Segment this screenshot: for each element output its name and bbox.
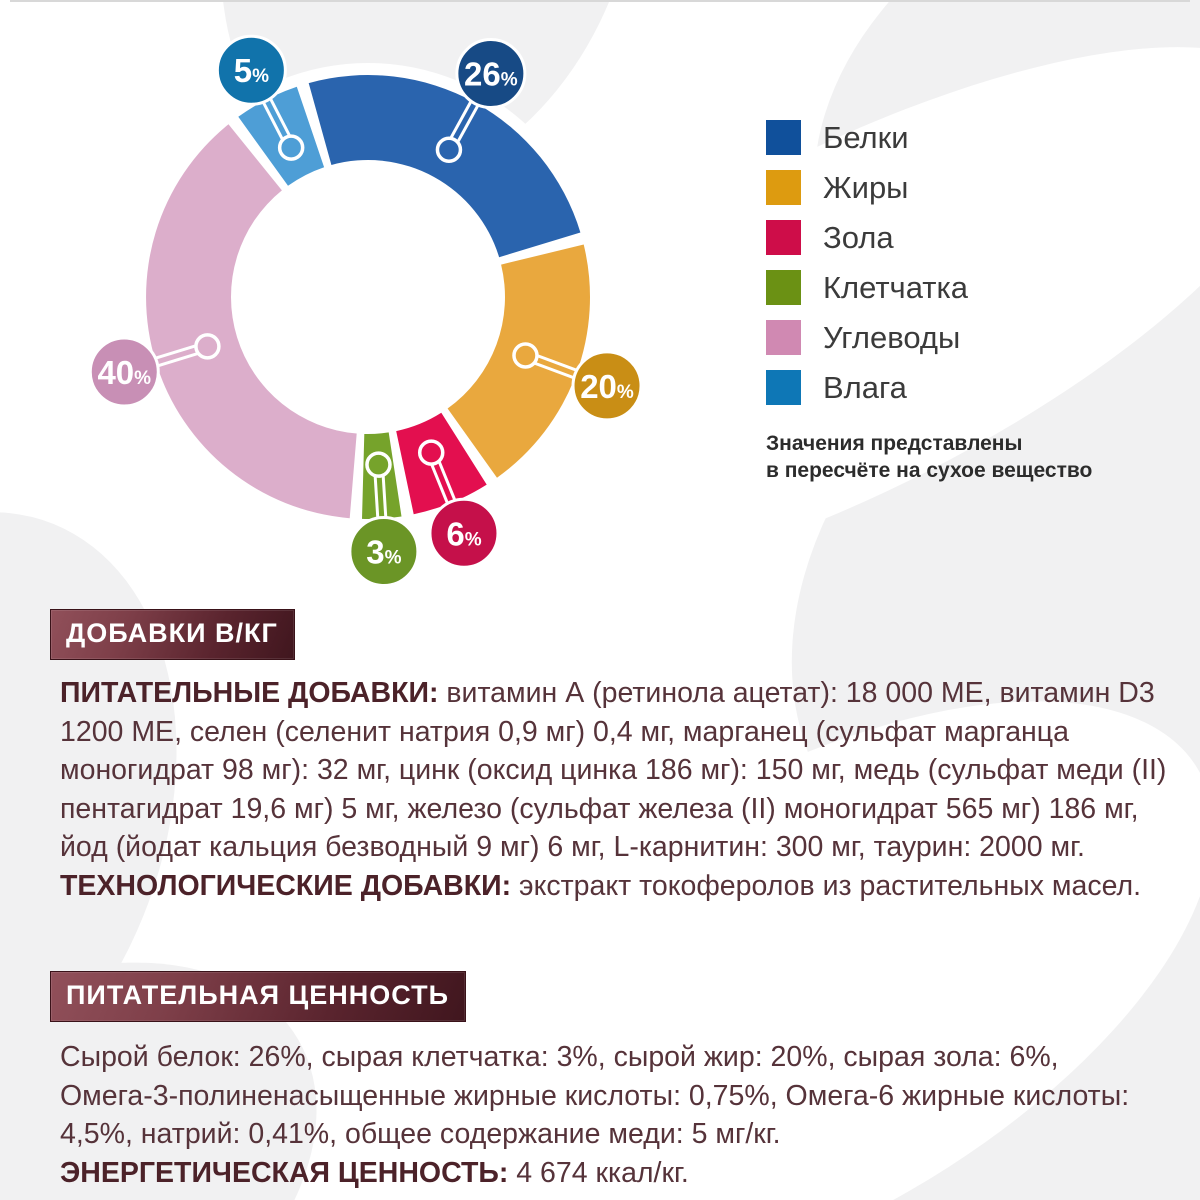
chart-legend	[766, 120, 968, 420]
callout-value-label: 20%	[580, 367, 634, 405]
legend-swatch	[766, 120, 801, 155]
section-header-nutritional-value: ПИТАТЕЛЬНАЯ ЦЕННОСТЬ	[50, 971, 466, 1022]
chart-note-line: Значения представлены	[766, 432, 1023, 455]
callout-anchor-dot	[196, 335, 219, 358]
callout-value-label: 5%	[233, 52, 269, 90]
legend-swatch	[766, 220, 801, 255]
nutritional-additives-paragraph	[60, 674, 1170, 867]
section-header-additives: ДОБАВКИ В/КГ	[50, 609, 295, 660]
donut-hole	[232, 161, 504, 433]
legend-label: Клетчатка	[823, 269, 968, 305]
energy-paragraph	[60, 1154, 1170, 1193]
legend-item-2	[766, 170, 968, 205]
donut-chart	[0, 0, 700, 620]
legend-label: Углеводы	[823, 319, 961, 355]
energy-value: 4 674 ккал/кг.	[508, 1156, 689, 1189]
legend-label: Влага	[823, 369, 907, 405]
legend-label: Зола	[823, 219, 894, 255]
technological-additives-value: экстракт токоферолов из растительных масел.	[511, 869, 1142, 902]
callout-anchor-dot	[280, 136, 303, 159]
legend-item-6	[766, 370, 968, 405]
analysis-value: Сырой белок: 26%, сырая клетчатка: 3%, сырой жир: 20%, сырая зола: 6%, Омега-3-полиненасыщенные жирные кислоты: 0,75%, Омега-6 жирные кислоты: 4,5%, натрий: 0,41%, общее содержание меди: 5 мг/кг.	[60, 1041, 1130, 1150]
legend-label: Белки	[823, 119, 909, 155]
legend-item-3	[766, 220, 968, 255]
nutritional-additives-label: ПИТАТЕЛЬНЫЕ ДОБАВКИ:	[60, 677, 439, 709]
technological-additives-paragraph	[60, 867, 1170, 906]
energy-label: ЭНЕРГЕТИЧЕСКАЯ ЦЕННОСТЬ:	[60, 1156, 509, 1189]
technological-additives-label: ТЕХНОЛОГИЧЕСКИЕ ДОБАВКИ:	[60, 869, 512, 902]
callout-value-label: 3%	[366, 533, 402, 571]
legend-swatch	[766, 170, 801, 205]
callout-value-label: 40%	[97, 353, 152, 391]
chart-note-line: в пересчёте на сухое вещество	[766, 459, 1093, 482]
chart-note	[766, 430, 1092, 484]
callout-anchor-dot	[420, 441, 443, 464]
analysis-paragraph	[60, 1038, 1170, 1154]
callout-value-label: 26%	[464, 55, 518, 93]
nutritional-value-text-block	[60, 1038, 1170, 1192]
callout-anchor-dot	[367, 453, 390, 476]
nutritional-additives-value: витамин А (ретинола ацетат): 18 000 МЕ, витамин D3 1200 МЕ, селен (селенит натрия 0,9 мг) 0,4 мг, марганец (сульфат марганца моногидрат 98 мг): 32 мг, цинк (оксид цинка 186 мг): 150 мг, медь (сульфат меди (II) пентагидрат 19,6 мг) 5 мг, железо (сульфат железа (II) моногидрат 565 мг) 186 мг, йод (йодат кальция безводный 9 мг) 6 мг, L-карнитин: 300 мг, таурин: 2000 мг.	[60, 677, 1167, 863]
legend-swatch	[766, 370, 801, 405]
callout-anchor-dot	[514, 344, 537, 367]
legend-item-5	[766, 320, 968, 355]
legend-item-4	[766, 270, 968, 305]
callout-anchor-dot	[437, 138, 460, 161]
callout-value-label: 6%	[446, 515, 482, 553]
additives-text-block	[60, 674, 1170, 905]
legend-swatch	[766, 270, 801, 305]
legend-label: Жиры	[823, 169, 909, 205]
legend-swatch	[766, 320, 801, 355]
legend-item-1	[766, 120, 968, 155]
